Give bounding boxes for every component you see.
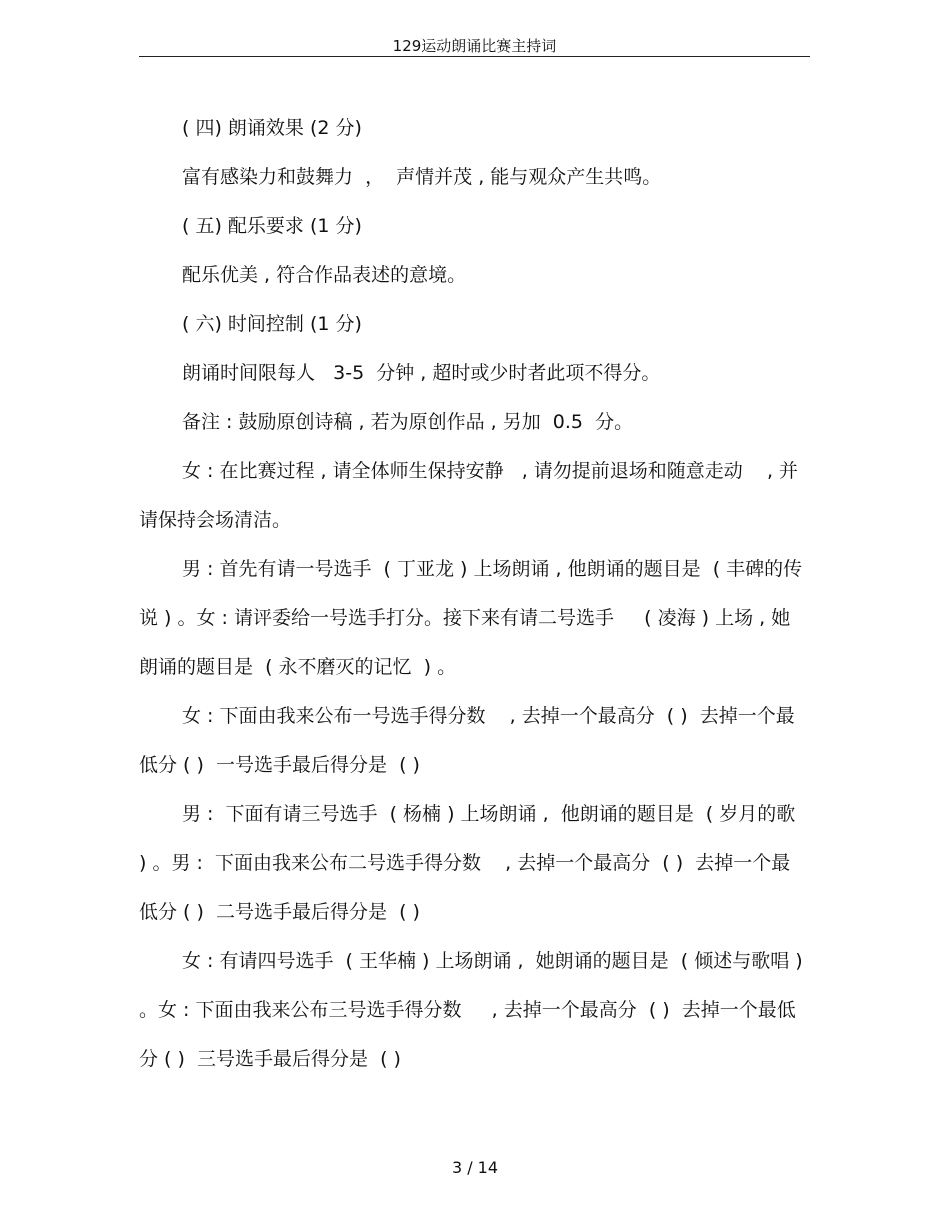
paragraph-note: 备注 : 鼓励原创诗稿 , 若为原创作品 , 另加 0.5 分。 (182, 411, 634, 433)
section-heading-time-control: ( 六) 时间控制 (1 分) (182, 313, 362, 335)
paragraph: 配乐优美 , 符合作品表述的意境。 (182, 264, 467, 286)
paragraph-dialogue: 女 : 在比赛过程 , 请全体师生保持安静 , 请勿提前退场和随意走动 , 并请保持会场清洁。 (139, 460, 799, 531)
paragraph: 朗诵时间限每人 3-5 分钟 , 超时或少时者此项不得分。 (182, 362, 661, 384)
paragraph-dialogue: 男 : 下面有请三号选手 ( 杨楠 ) 上场朗诵 , 他朗诵的题目是 ( 岁月的歌 ) 。男 : 下面由我来公布二号选手得分数 , 去掉一个最高分 ( ) 去掉一个最低分 ( ) 二号选手最后得分是 ( ) (139, 803, 802, 923)
paragraph-dialogue: 女 : 下面由我来公布一号选手得分数 , 去掉一个最高分 ( ) 去掉一个最低分 ( ) 一号选手最后得分是 ( ) (139, 705, 795, 776)
document-body (139, 104, 809, 1084)
paragraph: 富有感染力和鼓舞力 ， 声情并茂 , 能与观众产生共鸣。 (182, 166, 662, 188)
section-heading-music-requirement: ( 五) 配乐要求 (1 分) (182, 215, 362, 237)
page-number: 3 / 14 (451, 1158, 499, 1177)
section-heading-recitation-effect: ( 四) 朗诵效果 (2 分) (182, 117, 362, 139)
paragraph-dialogue: 女 : 有请四号选手 ( 王华楠 ) 上场朗诵 , 她朗诵的题目是 ( 倾述与歌唱 ) 。女 : 下面由我来公布三号选手得分数 , 去掉一个最高分 ( ) 去掉一个最低分 ( ) 三号选手最后得分是 ( ) (139, 950, 809, 1070)
header-divider (139, 56, 810, 57)
paragraph-dialogue: 男 : 首先有请一号选手 ( 丁亚龙 ) 上场朗诵 , 他朗诵的题目是 ( 丰碑的传说 ) 。女 : 请评委给一号选手打分。接下来有请二号选手 ( 凌海 ) 上场 , 她朗诵的题目是 ( 永不磨灭的记忆 ) 。 (139, 558, 803, 678)
page-header-title: 129运动朗诵比赛主持词 (392, 37, 557, 55)
